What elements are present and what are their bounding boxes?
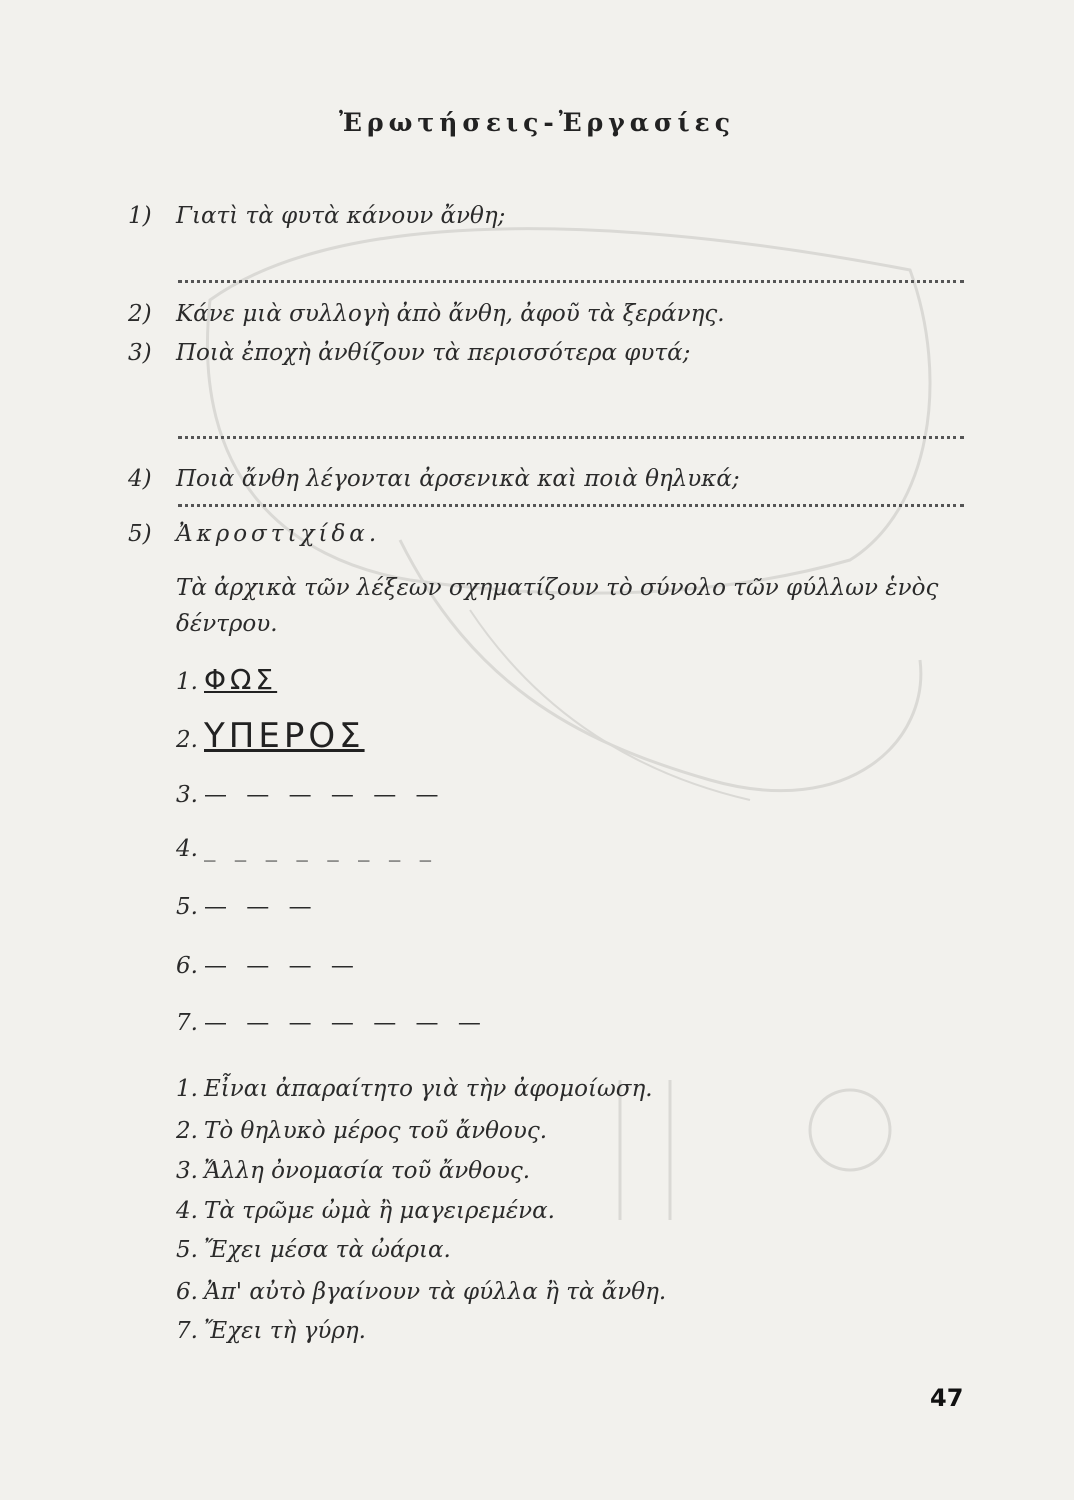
row-number: 7. xyxy=(176,1010,198,1036)
clue-text: Ἔχει μέσα τὰ ὠάρια. xyxy=(204,1237,451,1263)
question-number: 3) xyxy=(128,340,152,366)
clue-text: Τὸ θηλυκὸ μέρος τοῦ ἄνθους. xyxy=(204,1118,548,1144)
clue-number: 3. xyxy=(176,1158,198,1184)
question-number: 1) xyxy=(128,203,152,229)
row-number: 3. xyxy=(176,782,198,808)
acrostic-row-2 xyxy=(176,716,365,756)
handwritten-answer[interactable]: ΥΠΕΡΟΣ xyxy=(204,716,365,756)
clue-number: 1. xyxy=(176,1076,198,1102)
clue-text: Ἄλλη ὀνομασία τοῦ ἄνθους. xyxy=(204,1158,531,1184)
row-number: 5. xyxy=(176,894,198,920)
question-text: Ποιὰ ἄνθη λέγονται ἀρσενικὰ καὶ ποιὰ θηλυκά; xyxy=(176,466,740,492)
clue-5 xyxy=(176,1237,451,1263)
question-number: 2) xyxy=(128,301,152,327)
clue-6 xyxy=(176,1279,666,1305)
clue-text: Ἔχει τὴ γύρη. xyxy=(204,1318,366,1344)
row-number: 2. xyxy=(176,727,198,753)
instruction-line: Τὰ ἀρχικὰ τῶν λέξεων σχηματίζουν τὸ σύνολο τῶν φύλλων ἑνὸς xyxy=(176,575,939,601)
question-number: 4) xyxy=(128,466,152,492)
question-3 xyxy=(128,340,690,366)
acrostic-instructions xyxy=(176,570,966,642)
answer-blanks[interactable]: — — — — xyxy=(204,953,360,979)
answer-blanks[interactable]: — — — — — — — xyxy=(204,1010,487,1036)
acrostic-row-4 xyxy=(176,836,437,862)
clue-number: 2. xyxy=(176,1118,198,1144)
clue-text: Ἀπ' αὐτὸ βγαίνουν τὰ φύλλα ἢ τὰ ἄνθη. xyxy=(204,1279,667,1305)
question-4 xyxy=(128,466,740,492)
row-number: 6. xyxy=(176,953,198,979)
question-5 xyxy=(128,521,380,547)
clue-4 xyxy=(176,1198,555,1224)
question-text: Γιατὶ τὰ φυτὰ κάνουν ἄνθη; xyxy=(176,203,506,229)
question-text: Ποιὰ ἐποχὴ ἀνθίζουν τὰ περισσότερα φυτά; xyxy=(176,340,691,366)
clue-7 xyxy=(176,1318,366,1344)
question-text: Ἀκροστιχίδα. xyxy=(176,521,381,547)
clue-number: 6. xyxy=(176,1279,198,1305)
clue-text: Εἶναι ἀπαραίτητο γιὰ τὴν ἀφομοίωση. xyxy=(204,1076,653,1102)
clue-2 xyxy=(176,1118,547,1144)
question-number: 5) xyxy=(128,521,152,547)
acrostic-row-3 xyxy=(176,782,445,808)
question-1 xyxy=(128,203,505,229)
page-title: Ἐρωτήσεις-Ἐργασίες xyxy=(339,108,735,137)
clue-text: Τὰ τρῶμε ὠμὰ ἢ μαγειρεμένα. xyxy=(204,1198,555,1224)
answer-blanks[interactable]: — — — xyxy=(204,894,318,920)
answer-blanks[interactable]: _ _ _ _ _ _ _ _ xyxy=(204,836,438,862)
clue-1 xyxy=(176,1076,653,1102)
acrostic-row-6 xyxy=(176,953,360,979)
row-number: 1. xyxy=(176,669,198,695)
page-number: 47 xyxy=(930,1384,964,1412)
acrostic-row-7 xyxy=(176,1010,487,1036)
row-number: 4. xyxy=(176,836,198,862)
question-2 xyxy=(128,301,725,327)
question-text: Κάνε μιὰ συλλογὴ ἀπὸ ἄνθη, ἀφοῦ τὰ ξεράνης. xyxy=(176,301,725,327)
clue-number: 4. xyxy=(176,1198,198,1224)
acrostic-row-1 xyxy=(176,663,277,696)
acrostic-row-5 xyxy=(176,894,318,920)
instruction-line: δέντρου. xyxy=(176,611,278,637)
handwritten-answer[interactable]: ΦΩΣ xyxy=(204,663,278,696)
answer-line-3[interactable] xyxy=(178,432,964,439)
clue-number: 5. xyxy=(176,1237,198,1263)
answer-line-4[interactable] xyxy=(178,500,964,507)
answer-line-1[interactable] xyxy=(178,276,964,283)
clue-number: 7. xyxy=(176,1318,198,1344)
answer-blanks[interactable]: — — — — — — xyxy=(204,782,445,808)
clue-3 xyxy=(176,1158,530,1184)
